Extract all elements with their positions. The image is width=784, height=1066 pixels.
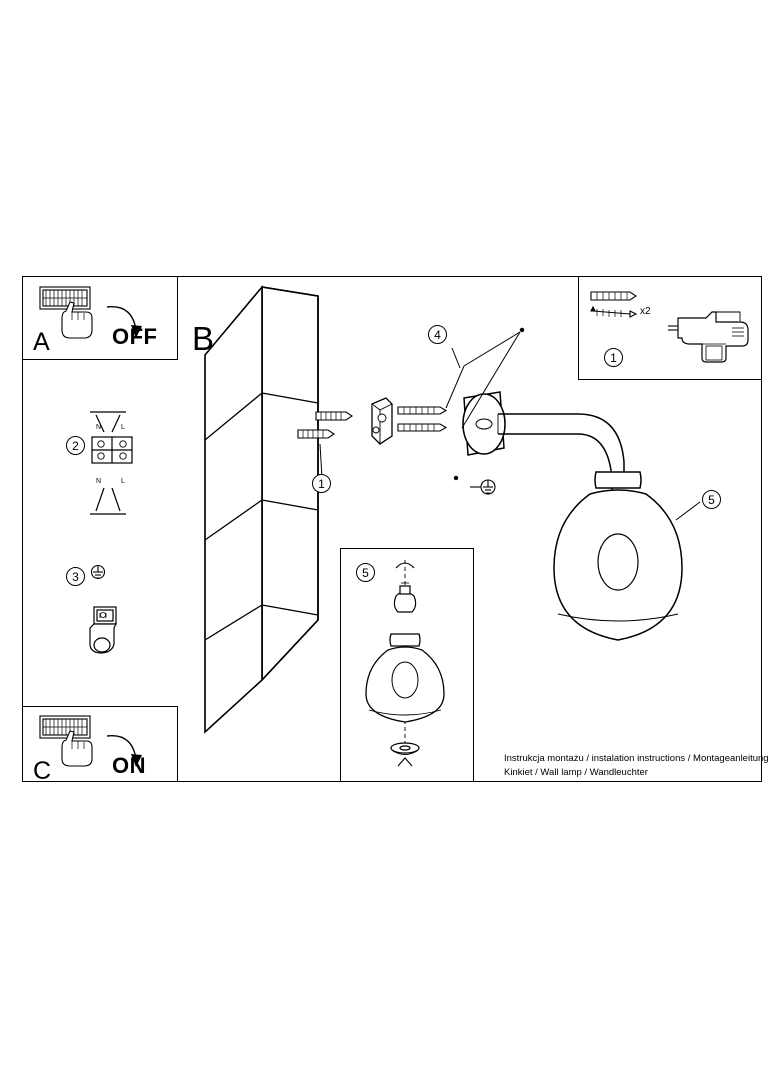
step-number-2: 2: [66, 436, 85, 455]
step-number-1-wall: 1: [312, 474, 331, 493]
terminal-label-l-top: L: [121, 424, 125, 431]
panel-c-letter: C: [33, 757, 52, 785]
panel-a-state-label: OFF: [112, 324, 158, 349]
terminal-label-n-top: N: [96, 424, 102, 431]
panel-a-letter: A: [33, 328, 50, 356]
caption-line-1: Instrukcja montażu / instalation instructions / Montageanleitung: [504, 753, 769, 764]
parts-quantity-label: x2: [640, 306, 651, 317]
step-number-4: 4: [428, 325, 447, 344]
step-number-3: 3: [66, 567, 85, 586]
caption-line-2: Kinkiet / Wall lamp / Wandleuchter: [504, 767, 648, 778]
terminal-label-l-bottom: L: [121, 478, 125, 485]
terminal-label-n-bottom: N: [96, 478, 102, 485]
main-letter-b: B: [192, 320, 215, 357]
parts-step-number: 1: [604, 348, 623, 367]
shade-detail-step-number: 5: [356, 563, 375, 582]
step-number-5-lamp: 5: [702, 490, 721, 509]
panel-c-state-label: ON: [112, 753, 146, 778]
